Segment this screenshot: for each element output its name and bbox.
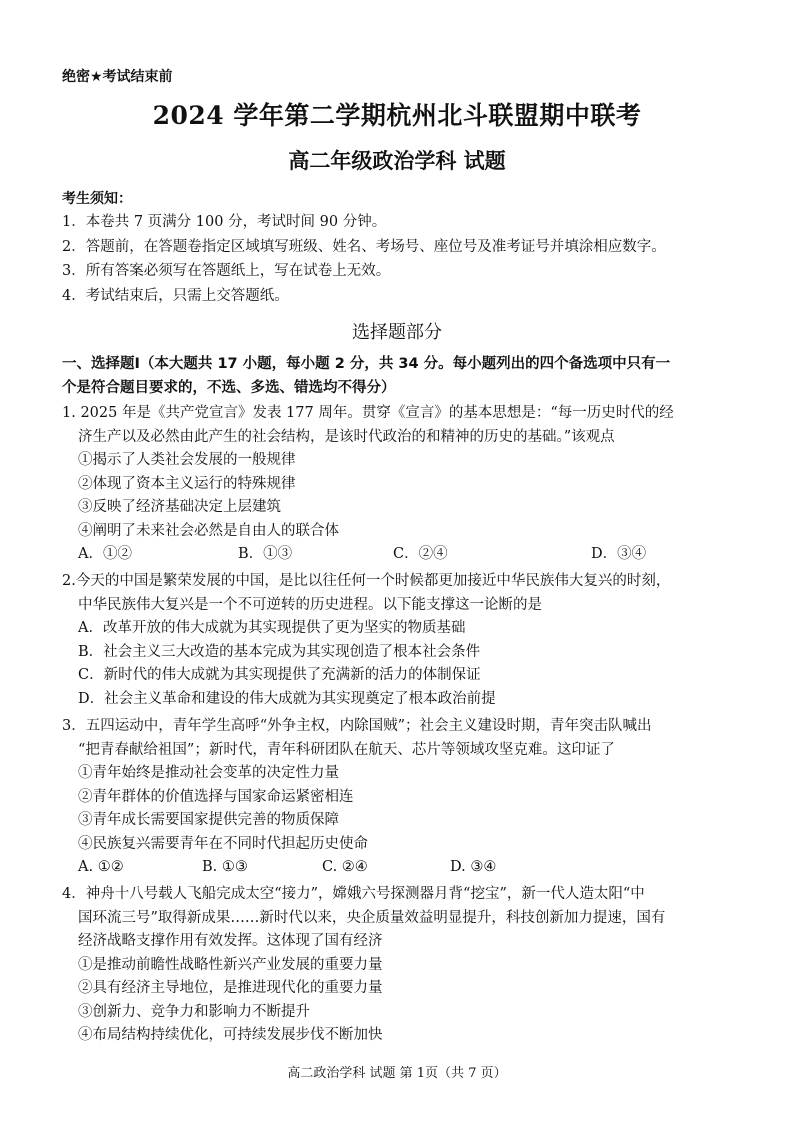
part-line: 一、选择题Ⅰ（本大题共 17 小题，每小题 2 分，共 34 分。每小题列出的四个备选项中只有一	[62, 356, 671, 372]
question-stem: 3．五四运动中，青年学生高呼“外争主权，内除国贼”；社会主义建设时期，青年突击队喊出	[62, 718, 652, 734]
choice-c: C．②④	[393, 546, 448, 562]
question-2	[62, 570, 742, 711]
question-stem: 4．神舟十八号载人飞船完成太空“接力”，嫦娥六号探测器月背“挖宝”，新一代人造太阳“中	[62, 886, 645, 902]
confidential-label: 绝密★考试结束前	[62, 69, 173, 85]
statement-item: ①是推动前瞻性战略性新兴产业发展的重要力量	[78, 956, 383, 973]
notice-item: 2．答题前，在答题卷指定区域填写班级、姓名、考场号、座位号及准考证号并填涂相应数字。	[62, 239, 666, 255]
choice-a: A. ①②	[78, 859, 124, 875]
notice-heading: 考生须知：	[62, 191, 132, 207]
choice-b: B．①③	[238, 546, 293, 562]
option-a: A．改革开放的伟大成就为其实现提供了更为坚实的物质基础	[78, 620, 466, 636]
choice-a: A．①②	[78, 546, 132, 562]
statement-item: ④布局结构持续优化，可持续发展步伐不断加快	[78, 1027, 383, 1043]
question-stem: 经济战略支撑作用有效发挥。这体现了国有经济	[78, 933, 383, 949]
choice-b: B. ①③	[202, 859, 248, 875]
question-stem: 2.今天的中国是繁荣发展的中国，是比以往任何一个时候都更加接近中华民族伟大复兴的时刻，	[62, 573, 671, 589]
notice-item: 3．所有答案必须写在答题纸上，写在试卷上无效。	[62, 263, 391, 279]
question-3	[62, 715, 742, 880]
statement-item: ③创新力、竞争力和影响力不断提升	[78, 1003, 310, 1020]
exam-title: 2024 学年第二学期杭州北斗联盟期中联考	[152, 101, 642, 130]
page-footer: 高二政治学科 试题 第 1页（共 7 页）	[287, 1066, 507, 1081]
choice-d: D．③④	[591, 546, 647, 562]
option-d: D．社会主义革命和建设的伟大成就为其实现奠定了根本政治前提	[78, 690, 496, 707]
statement-item: ②青年群体的价值选择与国家命运紧密相连	[78, 788, 354, 805]
question-4	[62, 883, 742, 1048]
option-b: B．社会主义三大改造的基本完成为其实现创造了根本社会条件	[78, 643, 481, 660]
exam-subtitle: 高二年级政治学科 试题	[288, 149, 506, 173]
statement-item: ②体现了资本主义运行的特殊规律	[78, 475, 296, 492]
part-instructions	[62, 352, 742, 400]
choice-c: C. ②④	[322, 859, 368, 875]
statement-item: ①青年始终是推动社会变革的决定性力量	[78, 765, 339, 781]
statement-item: ①揭示了人类社会发展的一般规律	[78, 452, 296, 468]
notice-item: 1．本卷共 7 页满分 100 分，考试时间 90 分钟。	[62, 214, 387, 230]
choice-d: D. ③④	[450, 859, 497, 875]
statement-item: ④民族复兴需要青年在不同时代担起历史使命	[78, 835, 368, 852]
statement-item: ②具有经济主导地位，是推进现代化的重要力量	[78, 980, 383, 996]
statement-item: ③反映了经济基础决定上层建筑	[78, 499, 281, 515]
option-c: C．新时代的伟大成就为其实现提供了充满新的活力的体制保证	[78, 667, 481, 683]
question-stem: 济生产以及必然由此产生的社会结构，是该时代政治的和精神的历史的基础。”该观点	[78, 428, 615, 445]
statement-item: ④阐明了未来社会必然是自由人的联合体	[78, 522, 339, 539]
statement-item: ③青年成长需要国家提供完善的物质保障	[78, 812, 339, 828]
part-line: 个是符合题目要求的，不选、多选、错选均不得分）	[62, 380, 396, 396]
question-stem: 国环流三号”取得新成果……新时代以来，央企质量效益明显提升，科技创新加力提速，国有	[78, 909, 666, 926]
section-heading: 选择题部分	[352, 322, 442, 343]
answer-choices	[62, 856, 742, 880]
question-stem: 1. 2025 年是《共产党宣言》发表 177 周年。贯穿《宣言》的基本思想是：“每一历史时代的经	[62, 405, 674, 421]
question-stem: 中华民族伟大复兴是一个不可逆转的历史进程。以下能支撑这一论断的是	[78, 596, 542, 613]
question-1	[62, 402, 742, 567]
answer-choices	[62, 543, 742, 567]
question-stem: “把青春献给祖国”；新时代，青年科研团队在航天、芯片等领域攻坚克难。这印证了	[78, 741, 615, 758]
notice-item: 4．考试结束后，只需上交答题纸。	[62, 288, 289, 304]
